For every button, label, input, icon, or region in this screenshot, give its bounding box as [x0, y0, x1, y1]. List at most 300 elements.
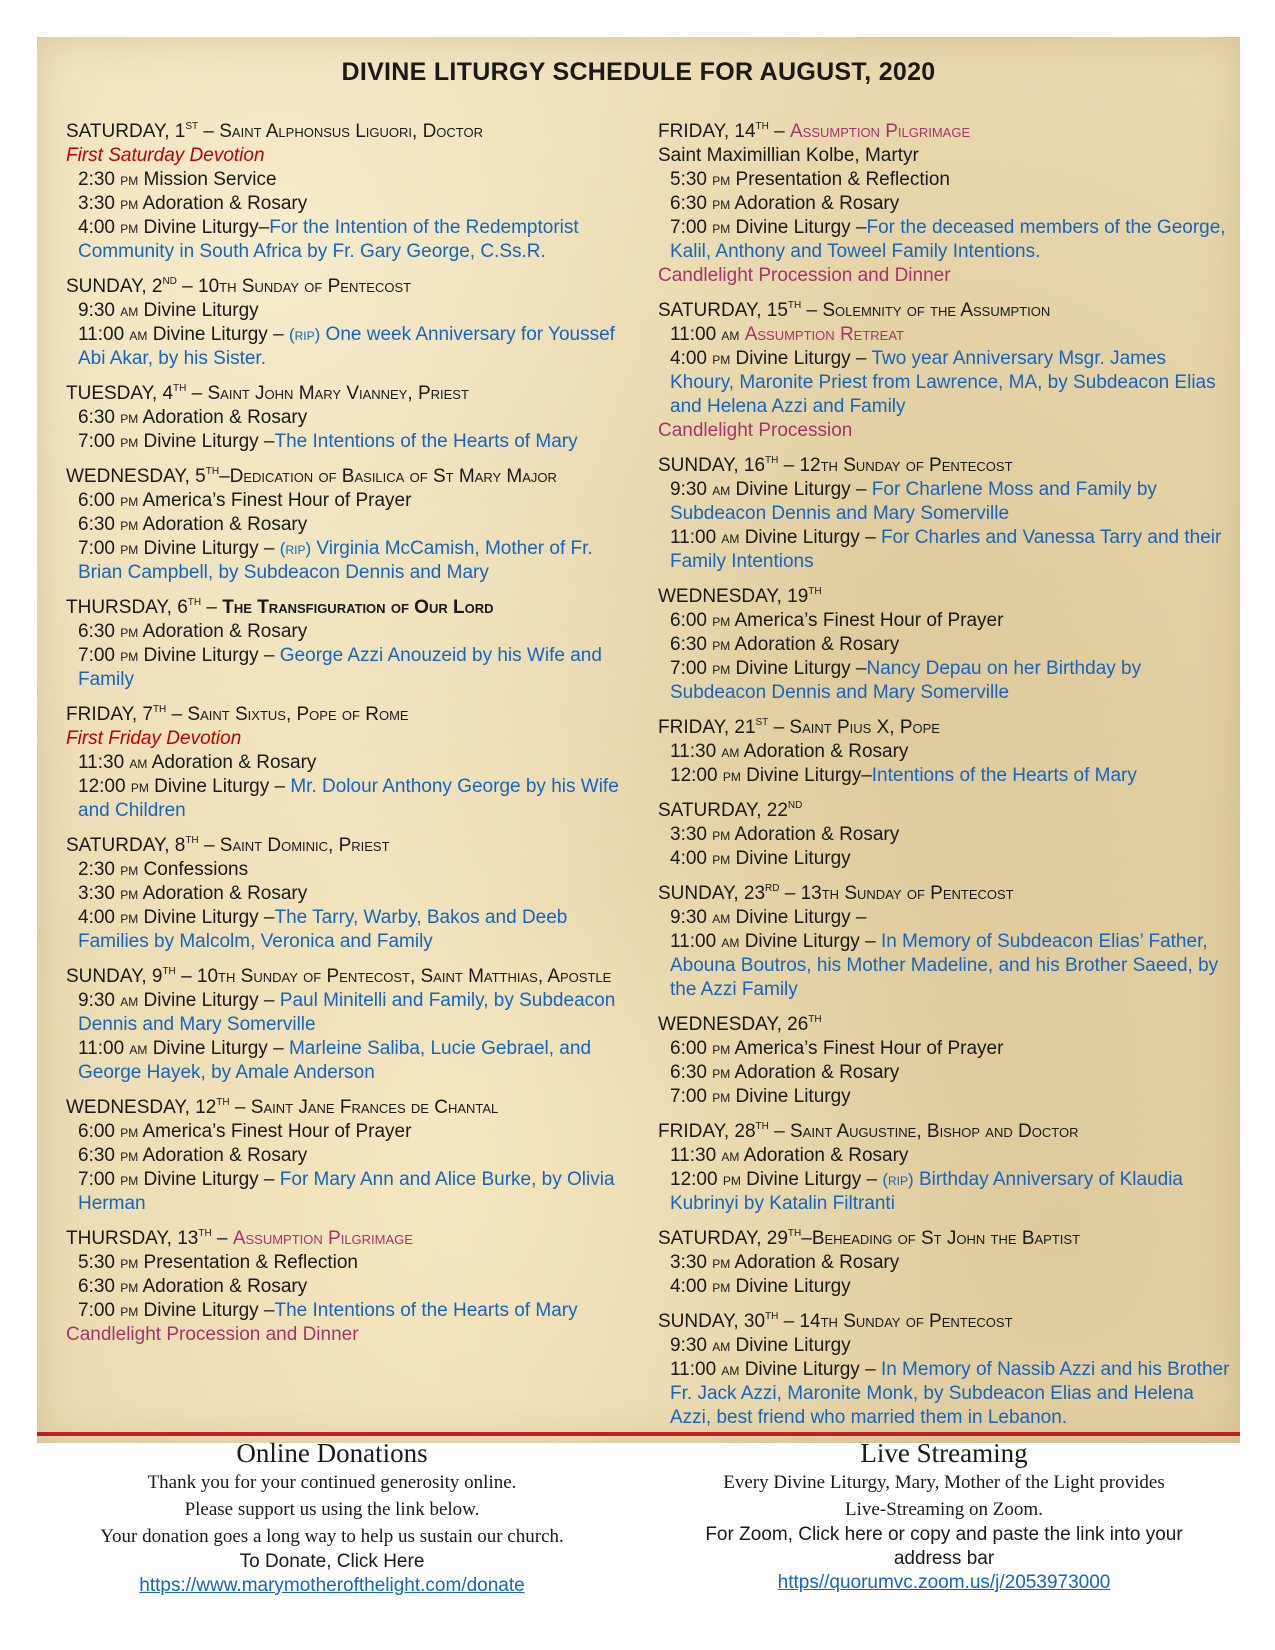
separator: –	[778, 1311, 800, 1332]
streaming-text-2: Live-Streaming on Zoom.	[845, 1499, 1043, 1520]
service-line	[658, 323, 1230, 347]
time-period: pm	[712, 1087, 731, 1106]
event-name: Assumption Pilgrimage	[232, 1228, 413, 1249]
donations-heading: Online Donations	[236, 1438, 428, 1468]
service-name: Divine Liturgy –	[143, 645, 280, 666]
service-name: Divine Liturgy –	[152, 1038, 289, 1059]
service-line	[658, 657, 1230, 705]
separator: –	[768, 121, 790, 142]
service-line	[658, 478, 1230, 526]
service-line	[66, 1037, 638, 1085]
day-name: SATURDAY, 29	[658, 1228, 788, 1249]
service-time: 11:00	[670, 931, 717, 952]
schedule-day	[658, 1310, 1230, 1430]
service-time: 9:30	[670, 1335, 707, 1356]
mass-intention: For the deceased members of the George, Kalil, Anthony and Toweel Family Intentions.	[670, 217, 1226, 262]
feast-name: 12th Sunday of Pentecost	[799, 455, 1013, 476]
feast-name: 10th Sunday of Pentecost, Saint Matthias, Apostle	[196, 966, 612, 987]
time-period: pm	[120, 491, 139, 510]
day-ordinal: TH	[765, 455, 779, 466]
day-name: SATURDAY, 8	[66, 835, 186, 856]
time-period: pm	[120, 860, 139, 879]
service-name: Adoration & Rosary	[142, 514, 308, 535]
service-line	[658, 1334, 1230, 1358]
mass-intention: In Memory of Nassib Azzi and his Brother Fr. Jack Azzi, Maronite Monk, by Subdeacon Elias and Helena Azzi, best friend who married them in Lebanon.	[670, 1359, 1230, 1428]
day-name: SUNDAY, 2	[66, 276, 163, 297]
mass-intention: Paul Minitelli and Family, by Subdeacon Dennis and Mary Somerville	[78, 990, 616, 1035]
time-period: am	[712, 908, 731, 927]
donations-text-1: Thank you for your continued generosity online.	[147, 1472, 517, 1493]
feast-name: 10th Sunday of Pentecost	[198, 276, 412, 297]
service-name: Presentation & Reflection	[143, 1252, 358, 1273]
day-heading	[66, 1096, 638, 1120]
feast-name: 13th Sunday of Pentecost	[800, 883, 1014, 904]
service-name: Divine Liturgy –	[744, 527, 881, 548]
service-line	[658, 347, 1230, 419]
service-name: Divine Liturgy –	[744, 1359, 881, 1380]
day-name: SUNDAY, 9	[66, 966, 163, 987]
feast-name: Saint Alphonsus Liguori, Doctor	[219, 121, 483, 142]
time-period: am	[721, 1360, 740, 1379]
service-name: Adoration & Rosary	[734, 824, 900, 845]
time-period: am	[721, 1146, 740, 1165]
day-heading	[66, 965, 638, 989]
schedule-day	[658, 799, 1230, 871]
day-ordinal: ND	[162, 276, 177, 287]
feast-name: Saint Pius X, Pope	[789, 717, 940, 738]
service-name: Divine Liturgy –	[735, 907, 867, 928]
day-name: SUNDAY, 23	[658, 883, 766, 904]
service-time: 4:00	[670, 848, 707, 869]
feast-name: Saint Augustine, Bishop and Doctor	[789, 1121, 1079, 1142]
service-name: Adoration & Rosary	[734, 1062, 900, 1083]
mass-intention: Birthday Anniversary of Klaudia Kubrinyi by Katalin Filtranti	[670, 1169, 1183, 1214]
mass-intention: For Charlene Moss and Family by Subdeacon Dennis and Mary Somerville	[670, 479, 1157, 524]
day-heading	[658, 585, 1230, 609]
service-name: Confessions	[143, 859, 249, 880]
time-period: pm	[120, 515, 139, 534]
schedule-day	[66, 382, 638, 454]
time-period: am	[721, 932, 740, 951]
mass-intention: The Tarry, Warby, Bakos and Deeb Families by Malcolm, Veronica and Family	[78, 907, 568, 952]
day-name: FRIDAY, 14	[658, 121, 756, 142]
day-ordinal: TH	[198, 1228, 212, 1239]
service-name: Divine Liturgy –	[143, 907, 275, 928]
service-time: 9:30	[78, 990, 115, 1011]
service-line	[66, 513, 638, 537]
day-heading	[658, 1013, 1230, 1037]
service-name: Divine Liturgy –	[735, 479, 872, 500]
schedule-day	[66, 596, 638, 692]
time-period: pm	[712, 659, 731, 678]
service-line	[658, 847, 1230, 871]
time-period: am	[129, 753, 148, 772]
time-period: pm	[712, 635, 731, 654]
time-period: pm	[722, 766, 741, 785]
service-time: 7:00	[670, 658, 707, 679]
time-period: am	[129, 1039, 148, 1058]
streaming-heading: Live Streaming	[860, 1438, 1028, 1468]
day-name: SUNDAY, 30	[658, 1311, 766, 1332]
streaming-section	[648, 1437, 1240, 1595]
time-period: pm	[712, 849, 731, 868]
page-title: DIVINE LITURGY SCHEDULE FOR AUGUST, 2020	[341, 58, 936, 86]
time-period: pm	[120, 646, 139, 665]
day-name: WEDNESDAY, 19	[658, 586, 809, 607]
service-name: Adoration & Rosary	[142, 193, 308, 214]
service-name: Divine Liturgy –	[143, 538, 280, 559]
service-name: Divine Liturgy–	[746, 765, 872, 786]
day-ordinal: TH	[787, 300, 802, 311]
day-name: SATURDAY, 15	[658, 300, 788, 321]
mass-intention: Two year Anniversary Msgr. James Khoury, Maronite Priest from Lawrence, MA, by Subdeacon Elias and Helena Azzi and Family	[670, 348, 1216, 417]
service-line	[658, 906, 1230, 930]
service-name: Divine Liturgy –	[143, 1169, 280, 1190]
time-period: pm	[712, 1039, 731, 1058]
service-line	[658, 526, 1230, 574]
service-line	[658, 1275, 1230, 1299]
service-time: 7:00	[78, 431, 115, 452]
day-name: FRIDAY, 28	[658, 1121, 756, 1142]
time-period: am	[721, 528, 740, 547]
service-name: Divine Liturgy	[735, 1335, 851, 1356]
service-name: Divine Liturgy –	[744, 931, 881, 952]
separator: –	[176, 276, 199, 297]
service-line	[658, 1358, 1230, 1430]
time-period: pm	[120, 1301, 139, 1320]
service-name: Divine Liturgy	[735, 1086, 851, 1107]
time-period: pm	[712, 218, 731, 237]
day-name: THURSDAY, 6	[66, 597, 188, 618]
service-time: 6:30	[78, 621, 115, 642]
mass-intention: For the Intention of the Redemptorist Community in South Africa by Fr. Gary George, C.Ss.R.	[78, 217, 579, 262]
donate-click-here[interactable]: To Donate, Click Here	[239, 1551, 425, 1572]
zoom-link[interactable]: https//quorumvc.zoom.us/j/2053973000	[777, 1572, 1111, 1593]
feast-name: Saint Sixtus, Pope of Rome	[187, 704, 409, 725]
service-name: Mission Service	[143, 169, 277, 190]
service-time: 11:00	[670, 1359, 717, 1380]
service-name: Adoration & Rosary	[142, 407, 308, 428]
mass-intention: Virginia McCamish, Mother of Fr. Brian Campbell, by Subdeacon Dennis and Mary	[78, 538, 593, 583]
schedule-day	[66, 703, 638, 823]
time-period: pm	[712, 1277, 731, 1296]
schedule-day	[658, 716, 1230, 788]
separator: –	[229, 1097, 251, 1118]
schedule-day	[658, 882, 1230, 1002]
service-line	[66, 1144, 638, 1168]
service-name: Divine Liturgy –	[735, 348, 872, 369]
service-time: 12:00	[670, 765, 718, 786]
time-period: pm	[120, 1122, 139, 1141]
service-time: 5:30	[670, 169, 707, 190]
service-name: Adoration & Rosary	[743, 1145, 909, 1166]
service-line	[658, 633, 1230, 657]
day-name: FRIDAY, 7	[66, 704, 153, 725]
service-time: 3:30	[78, 193, 115, 214]
schedule-day	[658, 454, 1230, 574]
service-line	[658, 1251, 1230, 1275]
day-heading	[66, 465, 638, 489]
day-ordinal: TH	[755, 1121, 769, 1132]
service-time: 6:30	[78, 1145, 115, 1166]
service-time: 6:30	[78, 407, 115, 428]
mass-intention: In Memory of Subdeacon Elias’ Father, Abouna Boutros, his Mother Madeline, and his Brother Saeed, by the Azzi Family	[670, 931, 1219, 1000]
feast-name: Saint Dominic, Priest	[219, 835, 390, 856]
rip-label: (rip)	[288, 325, 321, 344]
service-name: Adoration & Rosary	[142, 621, 308, 642]
service-time: 11:00	[78, 1038, 125, 1059]
mass-intention: The Intentions of the Hearts of Mary	[274, 1300, 578, 1321]
day-name: SATURDAY, 22	[658, 800, 788, 821]
day-ordinal: ST	[755, 717, 769, 728]
zoom-instructions[interactable]: For Zoom, Click here or copy and paste the link into your address bar	[705, 1524, 1183, 1569]
service-line	[66, 751, 638, 775]
time-period: pm	[120, 170, 139, 189]
mass-intention: Mr. Dolour Anthony George by his Wife and Children	[78, 776, 619, 821]
time-period: am	[712, 1336, 731, 1355]
service-line	[658, 1144, 1230, 1168]
service-line	[66, 1168, 638, 1216]
separator: –	[768, 1121, 790, 1142]
service-time: 6:00	[78, 490, 115, 511]
service-time: 2:30	[78, 169, 115, 190]
service-name: Adoration & Rosary	[743, 741, 909, 762]
service-time: 9:30	[670, 907, 707, 928]
feast-name: Dedication of Basilica of St Mary Major	[229, 466, 557, 487]
schedule-day	[658, 585, 1230, 705]
service-line	[658, 609, 1230, 633]
service-line	[66, 858, 638, 882]
service-time: 3:30	[78, 883, 115, 904]
time-period: pm	[120, 432, 139, 451]
service-time: 6:30	[670, 634, 707, 655]
service-name: Divine Liturgy	[735, 848, 851, 869]
service-time: 2:30	[78, 859, 115, 880]
service-time: 7:00	[78, 645, 115, 666]
day-name: FRIDAY, 21	[658, 717, 756, 738]
day-heading	[658, 1227, 1230, 1251]
service-time: 3:30	[670, 824, 707, 845]
time-period: pm	[712, 825, 731, 844]
time-period: pm	[130, 777, 149, 796]
separator: –	[219, 466, 230, 487]
service-line	[66, 1120, 638, 1144]
service-time: 12:00	[78, 776, 126, 797]
time-period: pm	[120, 908, 139, 927]
day-ordinal: TH	[152, 704, 167, 715]
donate-link[interactable]: https://www.marymotherofthelight.com/donate	[139, 1575, 525, 1596]
service-line	[658, 823, 1230, 847]
schedule-day	[658, 1120, 1230, 1216]
service-name: Divine Liturgy –	[143, 431, 275, 452]
service-line	[66, 192, 638, 216]
service-line	[66, 489, 638, 513]
service-name: Divine Liturgy –	[152, 324, 289, 345]
rip-label: (rip)	[279, 539, 312, 558]
separator: –	[186, 383, 208, 404]
service-name: America’s Finest Hour of Prayer	[142, 490, 412, 511]
day-ordinal: TH	[765, 1311, 779, 1322]
schedule-column-left	[66, 120, 638, 1358]
time-period: pm	[120, 884, 139, 903]
day-heading	[66, 275, 638, 299]
mass-intention: Nancy Depau on her Birthday by Subdeacon Dennis and Mary Somerville	[670, 658, 1142, 703]
schedule-day	[66, 1096, 638, 1216]
service-line	[658, 192, 1230, 216]
schedule-day	[658, 120, 1230, 288]
day-heading	[658, 882, 1230, 906]
service-line	[658, 740, 1230, 764]
service-line	[66, 1299, 638, 1323]
feast-name: The Transfiguration of Our Lord	[222, 597, 494, 618]
day-heading	[658, 716, 1230, 740]
schedule-day	[66, 1227, 638, 1347]
service-name: America’s Finest Hour of Prayer	[734, 1038, 1004, 1059]
day-ordinal: TH	[755, 121, 769, 132]
donations-text-3: Your donation goes a long way to help us sustain our church.	[100, 1526, 564, 1547]
service-name: Divine Liturgy	[735, 1276, 851, 1297]
schedule-day	[658, 1013, 1230, 1109]
service-name: Adoration & Rosary	[142, 1276, 308, 1297]
day-ordinal: RD	[765, 883, 780, 894]
service-time: 6:00	[670, 1038, 707, 1059]
schedule-day	[66, 834, 638, 954]
rip-label: (rip)	[882, 1170, 914, 1189]
procession-note: Candlelight Procession and Dinner	[658, 265, 951, 286]
time-period: am	[120, 301, 139, 320]
day-heading	[658, 799, 1230, 823]
service-line	[658, 1037, 1230, 1061]
service-time: 6:00	[670, 610, 707, 631]
service-line	[66, 644, 638, 692]
service-line	[66, 406, 638, 430]
service-time: 5:30	[78, 1252, 115, 1273]
service-line	[66, 430, 638, 454]
day-heading	[66, 596, 638, 620]
service-line	[658, 764, 1230, 788]
time-period: am	[721, 325, 740, 344]
time-period: pm	[712, 194, 731, 213]
feast-name: Saint Maximillian Kolbe, Martyr	[658, 145, 919, 166]
day-ordinal: ND	[787, 800, 803, 811]
day-heading	[658, 299, 1230, 323]
day-name: SATURDAY, 1	[66, 121, 186, 142]
service-line	[66, 299, 638, 323]
procession-note: Candlelight Procession	[658, 420, 853, 441]
mass-intention: One week Anniversary for Youssef Abi Akar, by his Sister.	[78, 324, 615, 369]
day-ordinal: TH	[173, 383, 187, 394]
separator: –	[778, 455, 800, 476]
day-ordinal: ST	[185, 121, 199, 132]
feast-name: 14th Sunday of Pentecost	[799, 1311, 1013, 1332]
service-name: Adoration & Rosary	[734, 193, 900, 214]
day-heading	[66, 382, 638, 406]
schedule-day	[66, 120, 638, 264]
service-name: Adoration & Rosary	[151, 752, 317, 773]
service-time: 6:00	[78, 1121, 115, 1142]
feast-name: Solemnity of the Assumption	[822, 300, 1051, 321]
schedule-day	[658, 1227, 1230, 1299]
mass-intention: For Mary Ann and Alice Burke, by Olivia Herman	[78, 1169, 615, 1214]
separator: –	[198, 121, 220, 142]
time-period: pm	[712, 349, 731, 368]
service-time: 6:30	[670, 193, 707, 214]
time-period: am	[120, 991, 139, 1010]
time-period: am	[129, 325, 148, 344]
service-line	[66, 168, 638, 192]
mass-intention: George Azzi Anouzeid by his Wife and Family	[78, 645, 602, 690]
day-heading	[658, 454, 1230, 478]
service-time: 11:30	[670, 741, 717, 762]
service-line	[66, 537, 638, 585]
day-heading	[658, 120, 1230, 144]
day-heading	[66, 120, 638, 144]
day-name: WEDNESDAY, 5	[66, 466, 206, 487]
mass-intention: For Charles and Vanessa Tarry and their Family Intentions	[670, 527, 1222, 572]
service-line	[66, 775, 638, 823]
time-period: pm	[120, 194, 139, 213]
time-period: pm	[120, 622, 139, 641]
service-time: 7:00	[670, 217, 707, 238]
time-period: pm	[120, 1170, 139, 1189]
day-name: TUESDAY, 4	[66, 383, 174, 404]
service-time: 6:30	[78, 1276, 115, 1297]
service-time: 4:00	[670, 348, 707, 369]
service-time: 11:00	[670, 324, 717, 345]
service-line	[658, 1085, 1230, 1109]
day-heading	[66, 1227, 638, 1251]
schedule-day	[66, 465, 638, 585]
time-period: pm	[120, 1277, 139, 1296]
service-name: Adoration & Rosary	[734, 1252, 900, 1273]
time-period: pm	[722, 1170, 741, 1189]
schedule-column-right	[658, 120, 1230, 1441]
time-period: pm	[712, 611, 731, 630]
service-line	[66, 1251, 638, 1275]
service-time: 9:30	[78, 300, 115, 321]
service-line	[658, 930, 1230, 1002]
time-period: pm	[120, 408, 139, 427]
separator: –	[198, 835, 220, 856]
day-name: SUNDAY, 16	[658, 455, 766, 476]
service-line	[658, 168, 1230, 192]
day-ordinal: TH	[787, 1228, 802, 1239]
mass-intention: Intentions of the Hearts of Mary	[871, 765, 1137, 786]
service-line	[658, 216, 1230, 264]
service-time: 6:30	[670, 1062, 707, 1083]
feast-name: Saint John Mary Vianney, Priest	[207, 383, 469, 404]
donations-section	[37, 1437, 627, 1598]
service-name: Divine Liturgy –	[143, 1300, 275, 1321]
mass-intention: Marleine Saliba, Lucie Gebrael, and George Hayek, by Amale Anderson	[78, 1038, 592, 1083]
service-time: 7:00	[78, 1300, 115, 1321]
day-ordinal: TH	[187, 597, 202, 608]
service-name: Divine Liturgy–	[143, 217, 270, 238]
service-time: 6:30	[78, 514, 115, 535]
donations-text-2: Please support us using the link below.	[184, 1499, 480, 1520]
service-name: Presentation & Reflection	[735, 169, 950, 190]
day-ordinal: TH	[162, 966, 176, 977]
schedule-day	[658, 299, 1230, 443]
day-name: WEDNESDAY, 12	[66, 1097, 217, 1118]
service-line	[66, 620, 638, 644]
day-heading	[66, 834, 638, 858]
service-time: 11:30	[78, 752, 125, 773]
day-ordinal: TH	[205, 466, 220, 477]
time-period: pm	[120, 218, 139, 237]
devotion-label: First Saturday Devotion	[66, 145, 265, 166]
service-name: Adoration & Rosary	[142, 883, 308, 904]
